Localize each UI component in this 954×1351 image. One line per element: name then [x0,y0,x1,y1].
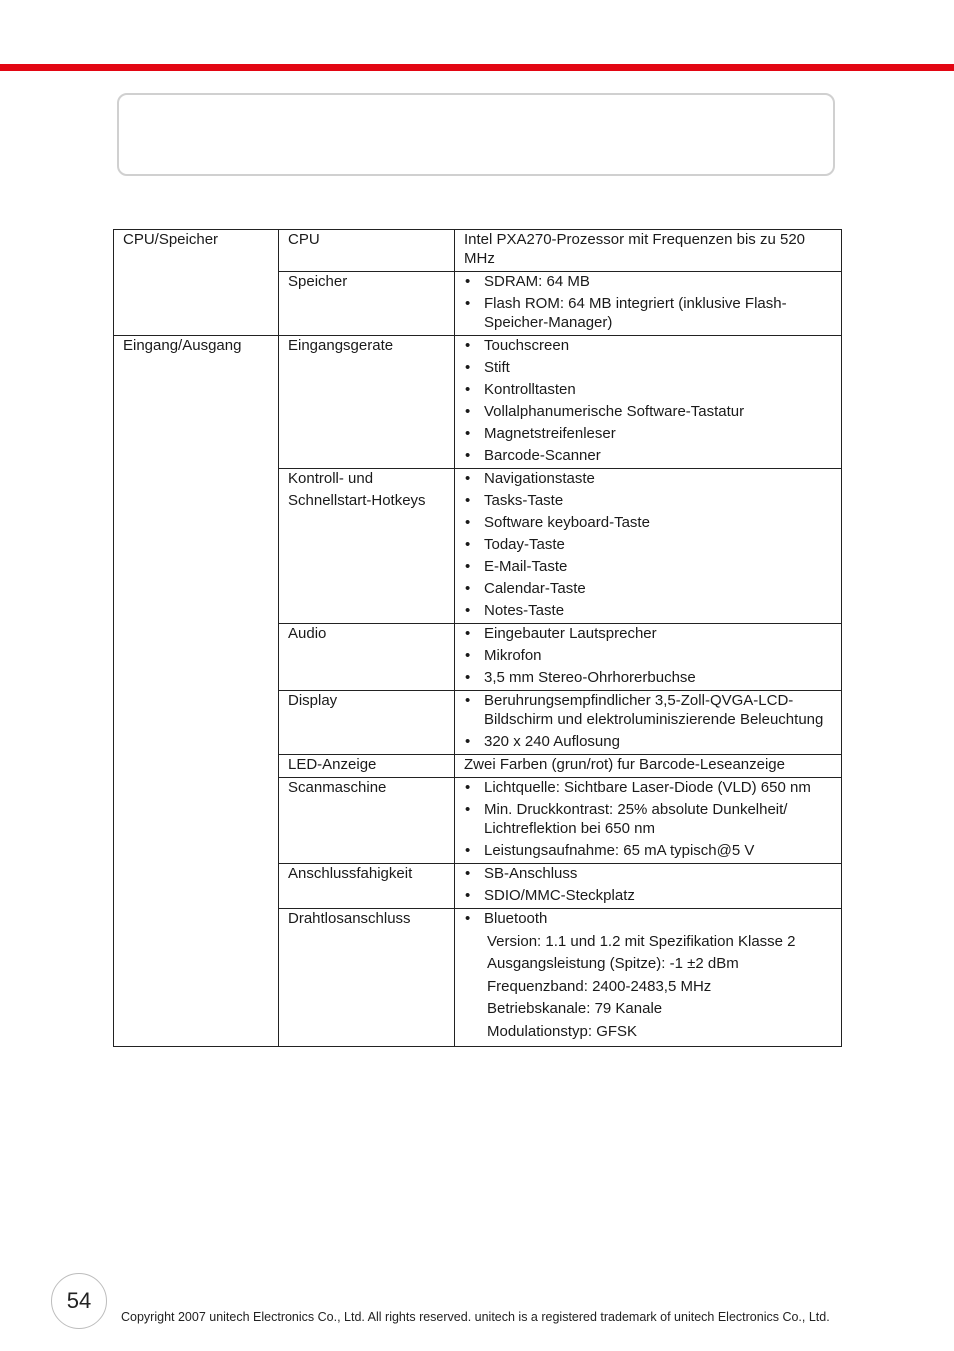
list-item: • SDIO/MMC-Steckplatz [464,886,837,905]
list-item: • Kontrolltasten [464,380,837,399]
spec-table [113,229,842,1047]
list-item: • Beruhrungsempfindlicher 3,5-Zoll-QVGA-LCD-Bildschirm und elektroluminiszierende Beleuchtung [464,691,837,729]
list-item: • Min. Druckkontrast: 25% absolute Dunkelheit/ Lichtreflektion bei 650 nm [464,800,837,838]
list-item: • SDRAM: 64 MB [464,272,837,291]
table-row [114,230,842,272]
hotkeys-label-line2: Schnellstart-Hotkeys [288,492,426,509]
audio-list [464,624,837,687]
list-item: • E-Mail-Taste [464,557,837,576]
list-item: • Today-Taste [464,535,837,554]
page-number: 54 [51,1273,107,1329]
memory-list [464,272,837,332]
row-label-led: LED-Anzeige [279,755,455,778]
list-item: • Magnetstreifenleser [464,424,837,443]
list-item: • Barcode-Scanner [464,446,837,465]
list-item: • Flash ROM: 64 MB integriert (inklusive Flash-Speicher-Manager) [464,294,837,332]
copyright-text: Copyright 2007 unitech Electronics Co., Ltd. All rights reserved. unitech is a registered trademark of unitech Electronics Co., Ltd. [121,1310,830,1324]
list-item: • Lichtquelle: Sichtbare Laser-Diode (VLD) 650 nm [464,778,837,797]
list-item: • Leistungsaufnahme: 65 mA typisch@5 V [464,841,837,860]
category-io: Eingang/Ausgang [114,336,279,1047]
row-label-audio: Audio [279,624,455,691]
list-item: • Eingebauter Lautsprecher [464,624,837,643]
title-box [117,93,835,176]
row-label-scanner: Scanmaschine [279,778,455,864]
list-item: • SB-Anschluss [464,864,837,883]
row-label-input: Eingangsgerate [279,336,455,469]
list-item: • Stift [464,358,837,377]
scanner-list [464,778,837,860]
row-value-cpu: Intel PXA270-Prozessor mit Frequenzen bis zu 520 MHz [455,230,842,272]
list-item: • Mikrofon [464,646,837,665]
row-value-led: Zwei Farben (grun/rot) fur Barcode-Leseanzeige [455,755,842,778]
list-item: • Tasks-Taste [464,491,837,510]
wireless-detail: Betriebskanale: 79 Kanale [487,1000,663,1017]
list-item: • Software keyboard-Taste [464,513,837,532]
wireless-list [464,909,837,928]
wireless-detail: Version: 1.1 und 1.2 mit Spezifikation Klasse 2 [487,932,796,950]
row-label-cpu: CPU [279,230,455,272]
list-item: • 3,5 mm Stereo-Ohrhorerbuchse [464,668,837,687]
row-label-hotkeys [279,469,455,624]
category-cpu-memory: CPU/Speicher [114,230,279,336]
list-item: • 320 x 240 Auflosung [464,732,837,751]
row-label-memory: Speicher [279,272,455,336]
list-item: • Calendar-Taste [464,579,837,598]
input-devices-list [464,336,837,465]
row-label-display: Display [279,691,455,755]
list-item: • Navigationstaste [464,469,837,488]
display-list [464,691,837,751]
connectivity-list [464,864,837,905]
wireless-detail: Frequenzband: 2400-2483,5 MHz [487,977,712,995]
table-row [114,336,842,469]
hotkeys-label-line1: Kontroll- und [288,470,374,487]
list-item: • Bluetooth [464,909,837,928]
list-item: • Vollalphanumerische Software-Tastatur [464,402,837,421]
header-accent-bar [0,64,954,71]
row-label-connectivity: Anschlussfahigkeit [279,864,455,909]
hotkeys-list [464,469,837,620]
list-item: • Touchscreen [464,336,837,355]
wireless-detail: Modulationstyp: GFSK [487,1022,638,1040]
row-label-wireless: Drahtlosanschluss [279,909,455,1047]
list-item: • Notes-Taste [464,601,837,620]
wireless-detail: Ausgangsleistung (Spitze): -1 ±2 dBm [487,955,739,972]
